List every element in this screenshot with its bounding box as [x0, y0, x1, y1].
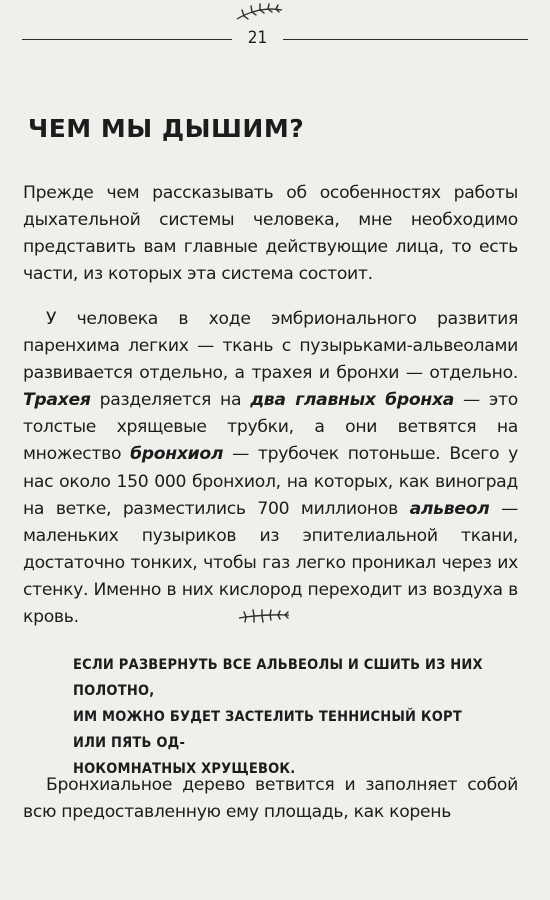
text-run: — трубочек потоньше. Всего у нас около 150 000 бронхиол, на которых, как виноград на ветке, разместились 700 миллионов: [23, 444, 518, 519]
text-run: — это толстые хрящевые трубки, а они ветвятся на множество: [23, 390, 518, 465]
text-run: У человека в ходе эмбрионального развития паренхима легких — ткань с пузырьками-альвеолами развивается отдельно, а трахея и бронхи — отдельно.: [23, 309, 518, 384]
term-trachea: Трахея: [23, 390, 91, 411]
section-title: ЧЕМ МЫ ДЫШИМ?: [28, 114, 305, 143]
callout-line: НОКОМНАТНЫХ ХРУЩЕВОК.: [73, 761, 296, 777]
text-run: разделяется на: [90, 390, 251, 411]
term-bronchioles: бронхиол: [130, 444, 224, 465]
callout-line: ЕСЛИ РАЗВЕРНУТЬ ВСЕ АЛЬВЕОЛЫ И СШИТЬ ИЗ НИХ ПОЛОТНО,: [73, 657, 483, 699]
page-header: [0, 0, 550, 60]
callout-line: ИМ МОЖНО БУДЕТ ЗАСТЕЛИТЬ ТЕННИСНЫЙ КОРТ ИЛИ ПЯТЬ ОД-: [73, 709, 462, 751]
paragraph-anatomy: [23, 306, 518, 631]
text-run: — маленьких пузыриков из эпителиальной ткани, достаточно тонких, чтобы газ легко проникал через их стенку. Именно в них кислород переходит из воздуха в кровь.: [23, 498, 518, 628]
paragraph-intro: Прежде чем рассказывать об особенностях работы дыхательной системы человека, мне необходимо представить вам главные действующие лица, то есть части, из которых эта система состоит.: [23, 183, 518, 285]
header-rule-right: [283, 39, 528, 40]
term-alveoli: альвеол: [409, 498, 490, 519]
callout-fact: [73, 652, 483, 782]
paragraph-bronchial-tree: Бронхиальное дерево ветвится и заполняет собой всю предоставленную ему площадь, как корень: [23, 775, 518, 823]
header-rule-left: [22, 39, 232, 40]
page-number: 21: [247, 28, 268, 48]
term-two-bronchi: два главных бронха: [250, 390, 455, 411]
leaf-sprig-icon: [229, 2, 289, 24]
leaf-sprig-icon: [236, 606, 292, 626]
